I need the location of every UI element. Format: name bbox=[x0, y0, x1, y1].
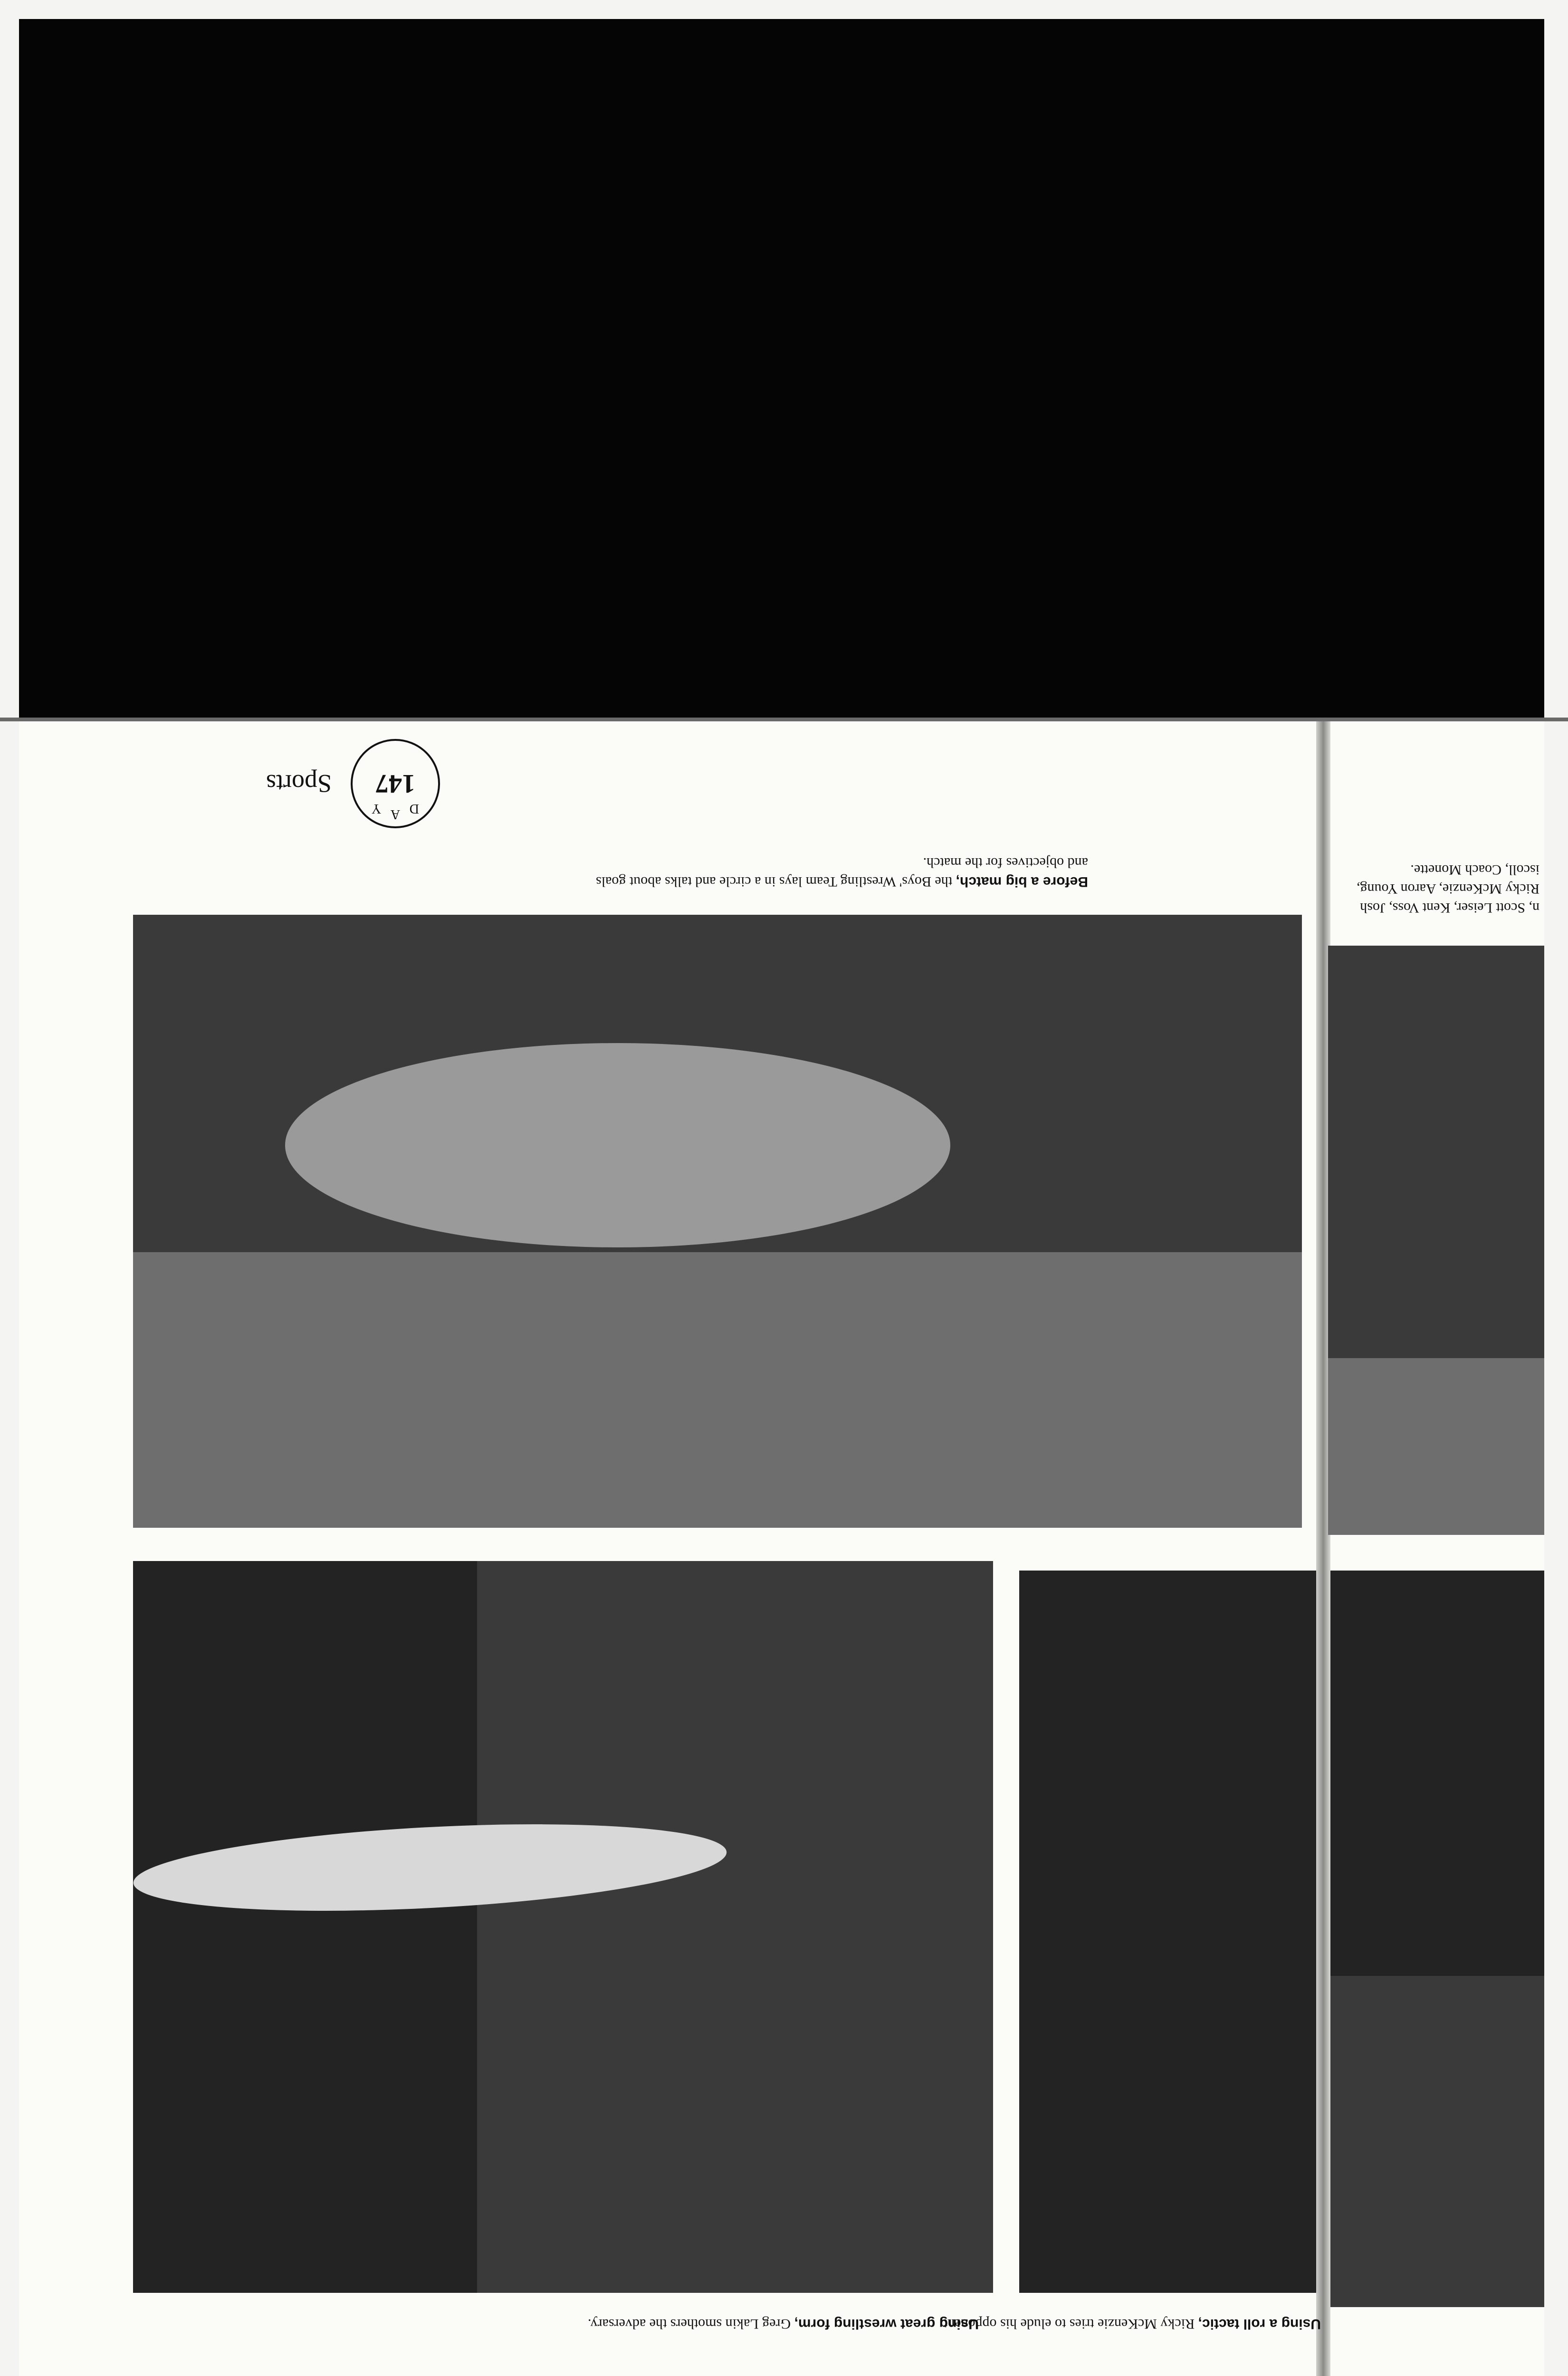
photo-ricky-mckenzie bbox=[1019, 1571, 1316, 2293]
caption-ricky-mckenzie bbox=[927, 2314, 1321, 2333]
caption-body: the Boys' Wrestling Team lays in a circle and talks about goals and objectives for the match. bbox=[596, 855, 1088, 890]
caption-team-huddle bbox=[575, 853, 1088, 891]
page-number: 147 bbox=[375, 769, 416, 798]
page-number-seal bbox=[351, 739, 440, 828]
caption-lead: Using great wrestling form, bbox=[794, 2316, 979, 2332]
caption-lead: Before a big match, bbox=[956, 874, 1088, 890]
photo-team-huddle bbox=[133, 915, 1302, 1528]
caption-lead: Using a roll tactic, bbox=[1198, 2316, 1321, 2332]
section-title: Sports bbox=[266, 769, 332, 798]
bleachers-crowd bbox=[1330, 1571, 1544, 1976]
team-circle bbox=[285, 1043, 950, 1247]
seal-letter: Y bbox=[371, 801, 382, 816]
bleachers-crowd bbox=[133, 1561, 477, 2293]
photo-edge-gym bbox=[1330, 1571, 1544, 2307]
photo-team-roster bbox=[1328, 946, 1544, 1535]
caption-body: Greg Lakin smothers the adversary. bbox=[588, 2316, 794, 2332]
caption-greg-lakin bbox=[494, 2314, 979, 2333]
caption-body: Ricky McKenzie tries to elude his opponent. bbox=[940, 2316, 1198, 2332]
bleachers-crowd bbox=[1019, 1571, 1316, 2293]
caption-roster bbox=[1330, 860, 1539, 917]
seal-letter: A bbox=[390, 807, 401, 822]
photo-greg-lakin bbox=[133, 1561, 993, 2293]
page-edge bbox=[0, 718, 1568, 721]
scanner-background bbox=[19, 19, 1544, 718]
seal-letter: D bbox=[409, 801, 420, 816]
gym-floor bbox=[133, 1252, 1302, 1528]
page-folio bbox=[266, 739, 440, 828]
caption-body: n, Scott Leiser, Kent Voss, Josh Ricky McKenzie, Aaron Young, iscoll, Coach Monette. bbox=[1357, 862, 1539, 916]
room-floor bbox=[1328, 1358, 1544, 1535]
